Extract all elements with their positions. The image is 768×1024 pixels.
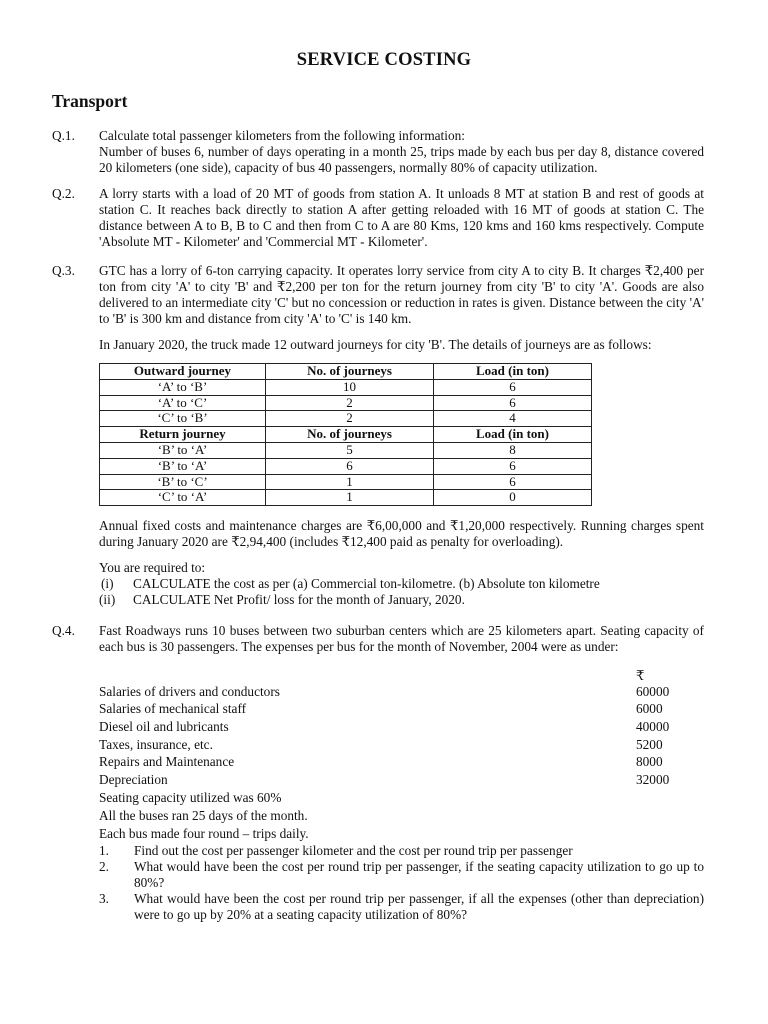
table-cell: ‘A’ to ‘B’ [100, 379, 266, 395]
table-cell: ‘B’ to ‘A’ [100, 442, 266, 458]
question-number: Q.3. [52, 263, 75, 278]
sub-question-text: What would have been the cost per round trip per passenger, if all the expenses (other than depreciation) were to go up by 20% at a seating capacity utilization of 80%? [134, 891, 704, 922]
question-text: Annual fixed costs and maintenance charges are ₹6,00,000 and ₹1,20,000 respectively. Running charges spent during January 2020 are ₹2,94,400 (includes ₹12,400 paid as penalty for overloading). [99, 518, 704, 549]
table-header-cell: Outward journey [100, 364, 266, 380]
table-cell: 6 [434, 474, 592, 490]
sub-question-text: What would have been the cost per round trip per passenger, if the seating capacity utilization to go up to 80%? [134, 859, 704, 890]
table-cell: 0 [434, 490, 592, 506]
required-intro: You are required to: [99, 560, 206, 575]
required-item [101, 576, 706, 592]
question-text: In January 2020, the truck made 12 outward journeys for city 'B'. The details of journeys are as follows: [99, 337, 652, 352]
sub-question-number: 2. [99, 859, 109, 874]
page-title: SERVICE COSTING [296, 50, 472, 70]
table-cell: ‘B’ to ‘A’ [100, 458, 266, 474]
expense-value: 8000 [636, 754, 663, 769]
table-header-row [100, 364, 592, 380]
table-cell: 5 [266, 442, 434, 458]
expense-row [99, 684, 679, 701]
table-row [100, 474, 592, 490]
table-cell: ‘C’ to ‘A’ [100, 490, 266, 506]
expense-row [99, 719, 679, 736]
expense-value: 5200 [636, 737, 663, 752]
expense-label: Diesel oil and lubricants [99, 719, 229, 734]
table-header-row [100, 427, 592, 443]
table-cell: 4 [434, 411, 592, 427]
question-4 [52, 623, 704, 655]
table-row [100, 490, 592, 506]
question-3-costs [52, 518, 704, 550]
expense-value: 40000 [636, 719, 670, 734]
table-cell: ‘A’ to ‘C’ [100, 395, 266, 411]
table-cell: 1 [266, 490, 434, 506]
sub-question [99, 859, 704, 891]
table-cell: 1 [266, 474, 434, 490]
question-3 [52, 263, 704, 327]
question-3-intro [52, 337, 704, 353]
required-item [99, 592, 704, 608]
question-number: Q.2. [52, 186, 75, 201]
question-number: Q.4. [52, 623, 75, 638]
question-text: Fast Roadways runs 10 buses between two suburban centers which are 25 kilometers apart. Seating capacity of each bus is 30 passengers. The expenses per bus for the month of November, 2004 were as under: [99, 623, 704, 654]
question-2 [52, 186, 704, 250]
required-item-text: CALCULATE the cost as per (a) Commercial ton-kilometre. (b) Absolute ton kilometre [133, 576, 600, 591]
expense-label: Depreciation [99, 772, 168, 787]
note: Seating capacity utilized was 60% [99, 790, 282, 805]
sub-question [99, 891, 704, 923]
sub-question-text: Find out the cost per passenger kilometer and the cost per round trip per passenger [134, 843, 573, 858]
table-header-cell: No. of journeys [266, 364, 434, 380]
section-heading: Transport [52, 91, 128, 111]
question-text: A lorry starts with a load of 20 MT of goods from station A. It unloads 8 MT at station B and rest of goods at station C. It reaches back directly to station A after getting reloaded with 16 MT of goods at station C. The distance between A to B, B to C and then from C to A are 80 Kms, 120 kms and 160 kms respectively. Compute 'Absolute MT - Kilometer' and 'Commercial MT - Kilometer'. [99, 186, 704, 249]
table-row [100, 379, 592, 395]
table-cell: 6 [434, 395, 592, 411]
expense-label: Taxes, insurance, etc. [99, 737, 213, 752]
table-cell: ‘C’ to ‘B’ [100, 411, 266, 427]
table-row [100, 395, 592, 411]
expense-row [99, 737, 679, 754]
table-cell: 2 [266, 395, 434, 411]
table-row [100, 411, 592, 427]
table-row [100, 442, 592, 458]
question-text: GTC has a lorry of 6-ton carrying capacity. It operates lorry service from city A to city B. It charges ₹2,400 per ton from city 'A' to city 'B' and ₹2,200 per ton for the return journey from city 'B' to city 'A'. Goods are also delivered to an intermediate city 'C' but no concession or reduction in rates is given. Distance between the city 'A' to 'B' is 300 km and distance from city 'A' to 'C' is 140 km. [99, 263, 704, 326]
table-header-cell: Return journey [100, 427, 266, 443]
question-1 [52, 128, 704, 176]
sub-question-number: 3. [99, 891, 109, 906]
table-cell: 2 [266, 411, 434, 427]
note: Each bus made four round – trips daily. [99, 826, 309, 841]
table-cell: 6 [434, 458, 592, 474]
table-cell: 6 [434, 379, 592, 395]
table-header-cell: Load (in ton) [434, 364, 592, 380]
expense-row [99, 772, 679, 789]
question-text: Calculate total passenger kilometers from the following information: [99, 128, 465, 143]
note: All the buses ran 25 days of the month. [99, 808, 308, 823]
table-header-cell: No. of journeys [266, 427, 434, 443]
required-item-number: (ii) [99, 592, 116, 607]
expense-value: 6000 [636, 701, 663, 716]
required-item-number: (i) [101, 576, 114, 591]
sub-question [99, 843, 704, 859]
table-cell: ‘B’ to ‘C’ [100, 474, 266, 490]
sub-question-number: 1. [99, 843, 109, 858]
table-cell: 6 [266, 458, 434, 474]
expense-value: 32000 [636, 772, 670, 787]
table-row [100, 458, 592, 474]
expense-row [99, 754, 679, 771]
expense-label: Salaries of drivers and conductors [99, 684, 280, 699]
question-number: Q.1. [52, 128, 75, 143]
table-cell: 10 [266, 379, 434, 395]
expense-label: Repairs and Maintenance [99, 754, 235, 769]
question-text: Number of buses 6, number of days operating in a month 25, trips made by each bus per day 8, distance covered 20 kilometers (one side), capacity of bus 40 passengers, normally 80% of capacity utilization. [99, 144, 704, 175]
currency-symbol: ₹ [636, 668, 645, 683]
table-cell: 8 [434, 442, 592, 458]
journeys-table [99, 363, 592, 506]
expense-row [99, 701, 679, 718]
table-header-cell: Load (in ton) [434, 427, 592, 443]
expense-label: Salaries of mechanical staff [99, 701, 247, 716]
required-item-text: CALCULATE Net Profit/ loss for the month of January, 2020. [133, 592, 465, 607]
expense-value: 60000 [636, 684, 670, 699]
